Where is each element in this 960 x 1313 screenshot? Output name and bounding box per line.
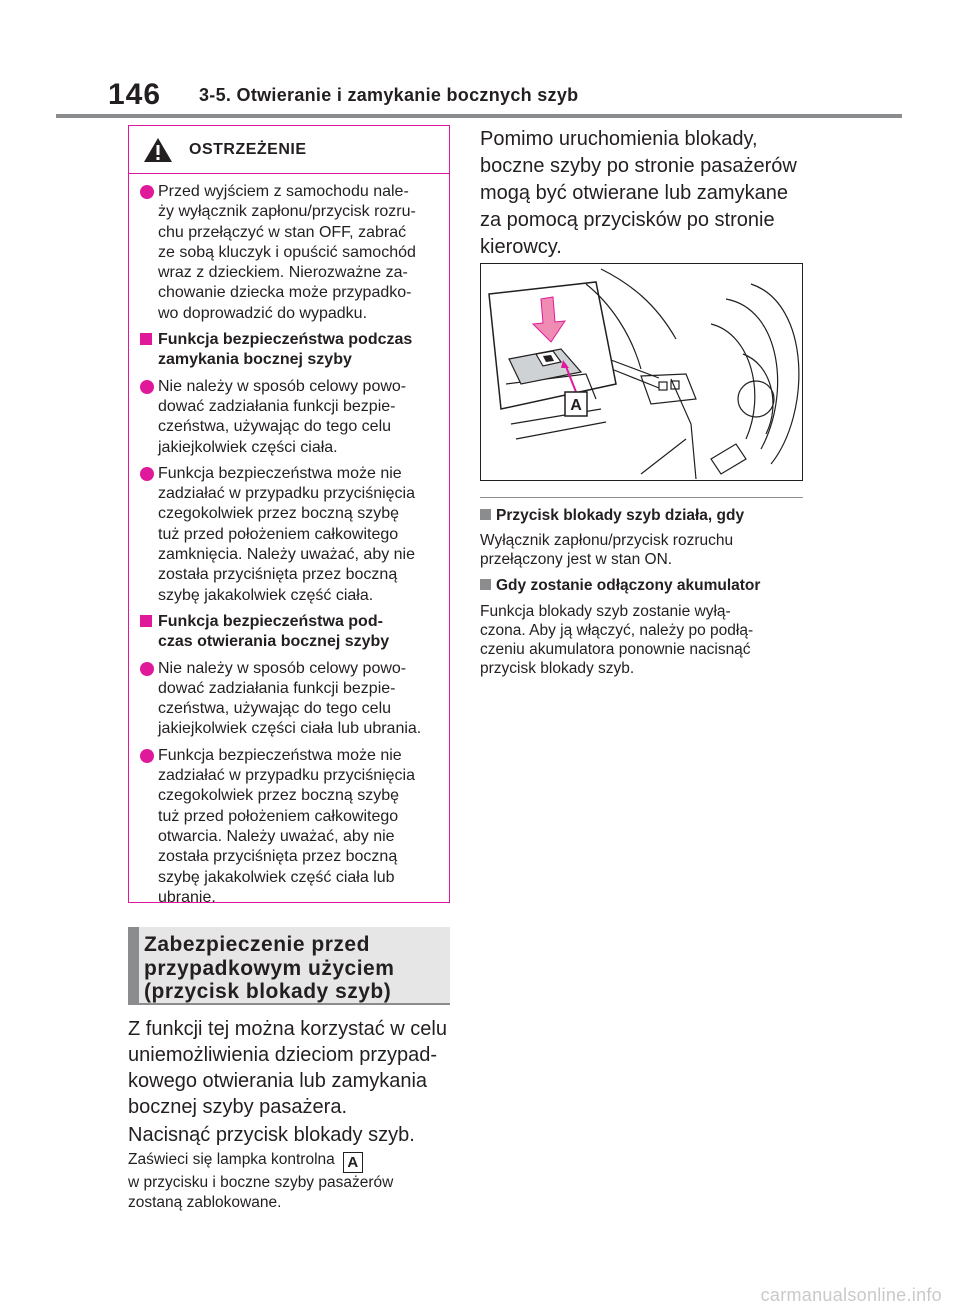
indicator-marker: A [343, 1152, 363, 1173]
callout-label: A [570, 397, 582, 414]
condition-text-1: Wyłącznik zapłonu/przycisk rozruchu przełączony jest w stan ON. [480, 532, 734, 568]
right-divider [480, 497, 803, 498]
warning-subheading [137, 612, 443, 653]
header-rule [56, 114, 902, 118]
round-bullet-icon [140, 467, 154, 481]
condition-heading-1-text: Przycisk blokady szyb działa, gdy [496, 507, 745, 524]
warning-subheading [137, 330, 443, 371]
round-bullet-icon [140, 185, 154, 199]
warning-item [137, 746, 443, 908]
square-bullet-icon [480, 579, 491, 590]
warning-item [137, 464, 443, 606]
section-paragraph: Z funkcji tej można korzystać w celu uniemożliwienia dzieciom przypad- kowego otwierania lub zamykania bocznej szyby pasażera. [128, 1018, 447, 1118]
warning-item-text: Funkcja bezpieczeństwa może nie zadziałać w przypadku przyciśnięcia czegokolwiek przez boczną szybę tuż przed położeniem całkowitego otwarcia. Należy uważać, aby nie została przyciśnięta przez boczną szybę jakakolwiek część ciała lub ubranie. [158, 746, 415, 906]
warning-triangle-icon [143, 137, 173, 163]
warning-item-text: Nie należy w sposób celowy powo- dować zadziałania funkcji bezpie- czeństwa, używając do tego celu jakiejkolwiek części ciała. [158, 377, 407, 456]
square-bullet-icon [140, 615, 152, 627]
warning-item-text: Funkcja bezpieczeństwa może nie zadziałać w przypadku przyciśnięcia czegokolwiek przez boczną szybę tuż przed położeniem całkowitego zamknięcia. Należy uważać, aby nie została przyciśnięta przez boczną szybę jakakolwiek część ciała. [158, 464, 416, 604]
round-bullet-icon [140, 749, 154, 763]
section-heading [128, 927, 450, 1005]
intro-paragraph: Pomimo uruchomienia blokady, boczne szyby po stronie pasażerów mogą być otwierane lub zamykane za pomocą przycisków po stronie kierowcy. [480, 128, 797, 258]
instruction-step: Nacisnąć przycisk blokady szyb. [128, 1124, 415, 1146]
warning-item [137, 659, 443, 740]
warning-title: OSTRZEŻENIE [189, 141, 307, 158]
condition-text-2: Funkcja blokady szyb zostanie wyłą- czona. Aby ją włączyć, należy po podłą- czeniu akumulatora ponownie nacisnąć przycisk blokady szyb. [480, 603, 754, 677]
indicator-note [128, 1150, 458, 1213]
indicator-note-text: Zaświeci się lampka kontrolna [128, 1151, 335, 1168]
window-lock-illustration [480, 263, 803, 481]
car-door-drawing [481, 264, 801, 479]
round-bullet-icon [140, 662, 154, 676]
section-title: 3-5. Otwieranie i zamykanie bocznych szyb [199, 85, 579, 105]
warning-item [137, 377, 443, 458]
square-bullet-icon [140, 333, 152, 345]
warning-item-text: Nie należy w sposób celowy powo- dować zadziałania funkcji bezpie- czeństwa, używając do tego celu jakiejkolwiek części ciała lub ubrania. [158, 659, 422, 738]
condition-heading-1 [480, 506, 810, 526]
round-bullet-icon [140, 380, 154, 394]
watermark: carmanualsonline.info [760, 1285, 942, 1305]
page-number: 146 [108, 78, 162, 111]
warning-header [129, 126, 449, 174]
warning-item-text: Funkcja bezpieczeństwa podczas zamykania bocznej szyby [158, 331, 413, 369]
warning-body [129, 174, 449, 908]
condition-heading-2 [480, 576, 810, 596]
warning-box [128, 125, 450, 906]
condition-heading-2-text: Gdy zostanie odłączony akumulator [496, 577, 761, 594]
warning-item [137, 182, 443, 324]
warning-item-text: Funkcja bezpieczeństwa pod- czas otwierania bocznej szyby [158, 612, 390, 651]
square-bullet-icon [480, 509, 491, 520]
indicator-note-rest: w przycisku i boczne szyby pasażerów zostaną zablokowane. [128, 1174, 394, 1211]
section-heading-text: Zabezpieczenie przed przypadkowym użyciem (przycisk blokady szyb) [144, 933, 395, 1003]
warning-item-text: Przed wyjściem z samochodu nale- ży wyłącznik zapłonu/przycisk rozru- chu przełączyć w stan OFF, zabrać ze sobą kluczyk i opuścić samochód wraz z dzieckiem. Nierozważne za- chowanie dziecka może przypadko- wo doprowadzić do wypadku. [158, 183, 416, 322]
